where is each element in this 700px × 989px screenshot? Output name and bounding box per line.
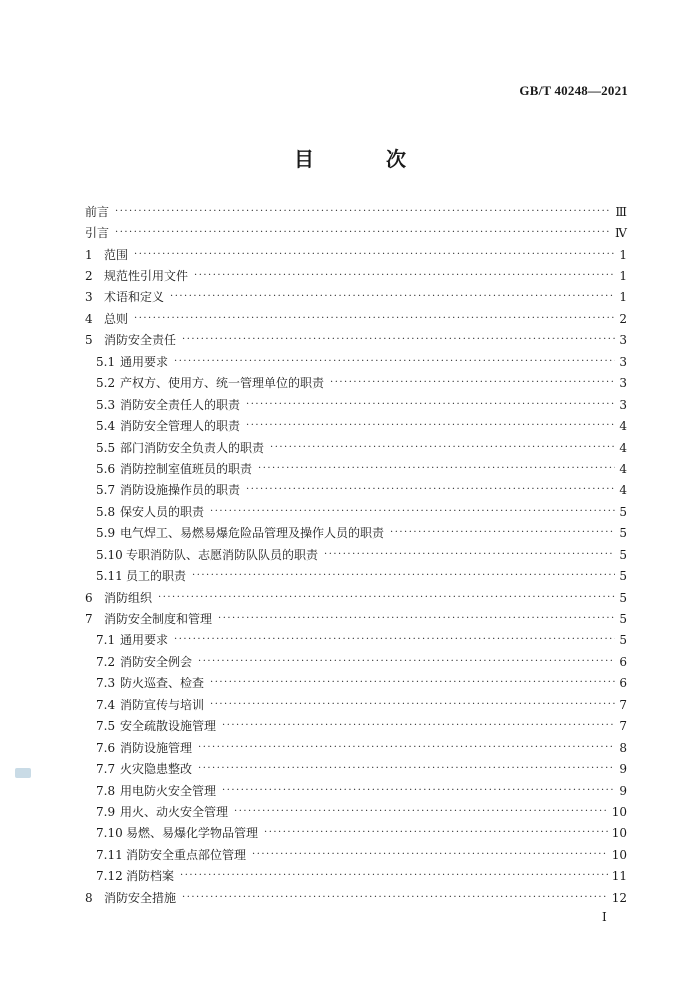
toc-entry-label: 通用要求 xyxy=(120,354,169,369)
dot-leader xyxy=(192,571,615,581)
dot-leader xyxy=(134,250,615,260)
toc-entry[interactable] xyxy=(85,887,627,908)
dot-leader xyxy=(324,550,615,560)
toc-entry-page: Ⅳ xyxy=(615,226,627,241)
toc-entry-page: 6 xyxy=(619,676,627,691)
toc-entry-number: 7.9 xyxy=(96,804,116,819)
toc-entry-number: 7.7 xyxy=(96,762,116,777)
toc-entry-label: 易燃、易爆化学物品管理 xyxy=(126,826,259,841)
toc-entry-page: 3 xyxy=(619,397,627,412)
dot-leader xyxy=(330,378,615,388)
toc-entry-page: 3 xyxy=(619,354,627,369)
toc-entry[interactable] xyxy=(85,330,627,351)
toc-entry[interactable] xyxy=(85,737,627,758)
toc-entry[interactable] xyxy=(85,673,627,694)
dot-leader xyxy=(270,443,615,453)
toc-entry-page: 11 xyxy=(611,869,627,884)
toc-entry[interactable] xyxy=(85,373,627,394)
toc-entry-label: 安全疏散设施管理 xyxy=(120,719,217,734)
toc-entry-label: 消防安全例会 xyxy=(120,654,193,669)
toc-entry-label: 消防安全制度和管理 xyxy=(104,612,213,627)
toc-entry-label: 术语和定义 xyxy=(104,290,165,305)
toc-entry[interactable] xyxy=(85,780,627,801)
dot-leader xyxy=(194,271,615,281)
dot-leader xyxy=(182,335,615,345)
toc-entry-page: 6 xyxy=(619,654,627,669)
dot-leader xyxy=(170,292,615,302)
toc-entry-number: 7.11 xyxy=(96,847,123,862)
dot-leader xyxy=(174,635,615,645)
toc-entry-label: 消防设施管理 xyxy=(120,740,193,755)
toc-entry-page: 1 xyxy=(619,269,627,284)
toc-entry-number: 5.6 xyxy=(96,461,116,476)
toc-entry-page: 5 xyxy=(619,504,627,519)
standard-code: GB/T 40248—2021 xyxy=(519,83,628,98)
toc-entry-page: 5 xyxy=(619,633,627,648)
toc-entry-label: 防火巡查、检查 xyxy=(120,676,205,691)
toc-entry-page: 7 xyxy=(619,719,627,734)
toc-entry[interactable] xyxy=(85,415,627,436)
toc-entry-page: 3 xyxy=(619,333,627,348)
toc-entry-number: 7.2 xyxy=(96,654,116,669)
toc-entry[interactable] xyxy=(85,437,627,458)
dot-leader xyxy=(134,314,615,324)
toc-entry-number: 7.6 xyxy=(96,740,116,755)
toc-entry-number: 7.1 xyxy=(96,633,116,648)
toc-entry-page: 8 xyxy=(619,740,627,755)
toc-entry-page: 5 xyxy=(619,569,627,584)
toc-entry-label: 专职消防队、志愿消防队队员的职责 xyxy=(126,547,319,562)
toc-entry-page: 10 xyxy=(611,804,627,819)
toc-entry[interactable] xyxy=(85,801,627,822)
toc-entry[interactable] xyxy=(85,244,627,265)
dot-leader xyxy=(218,614,615,624)
toc-entry-page: 12 xyxy=(611,890,627,905)
toc-entry-number: 7.3 xyxy=(96,676,116,691)
toc-entry-page: 3 xyxy=(619,376,627,391)
toc-entry-label: 员工的职责 xyxy=(126,569,187,584)
dot-leader xyxy=(182,893,608,903)
toc-entry-number: 7 xyxy=(85,612,93,627)
toc-entry-number: 5.4 xyxy=(96,419,116,434)
dot-leader xyxy=(198,764,615,774)
dot-leader xyxy=(174,357,615,367)
toc-entry-number: 5 xyxy=(85,333,93,348)
dot-leader xyxy=(180,871,608,881)
toc-entry-page: 5 xyxy=(619,547,627,562)
toc-entry[interactable] xyxy=(85,544,627,565)
toc-entry-number: 5.9 xyxy=(96,526,116,541)
toc-entry-label: 总则 xyxy=(104,311,129,326)
toc-entry-number: 1 xyxy=(85,247,93,262)
page-number: I xyxy=(602,910,607,924)
toc-entry[interactable] xyxy=(85,501,627,522)
toc-entry[interactable] xyxy=(85,823,627,844)
toc-entry-number: 5.3 xyxy=(96,397,116,412)
toc-entry-number: 5.10 xyxy=(96,547,123,562)
toc-entry-number: 7.4 xyxy=(96,697,116,712)
toc-entry-label: 消防档案 xyxy=(126,869,175,884)
toc-entry-number: 5.1 xyxy=(96,354,116,369)
dot-leader xyxy=(252,850,608,860)
toc-entry-number: 6 xyxy=(85,590,93,605)
toc-entry[interactable] xyxy=(85,630,627,651)
dot-leader xyxy=(246,485,615,495)
toc-entry[interactable] xyxy=(85,651,627,672)
toc-entry-label: 消防安全重点部位管理 xyxy=(126,847,247,862)
toc-entry-page: 9 xyxy=(619,783,627,798)
toc-entry-page: 4 xyxy=(619,483,627,498)
toc-entry-label: 消防安全责任 xyxy=(104,333,177,348)
toc-entry-page: 1 xyxy=(619,290,627,305)
side-stamp-icon xyxy=(15,768,31,778)
toc-entry[interactable] xyxy=(85,458,627,479)
toc-entry-label: 规范性引用文件 xyxy=(104,269,189,284)
toc-entry-number: 7.5 xyxy=(96,719,116,734)
toc-entry-label: 电气焊工、易燃易爆危险品管理及操作人员的职责 xyxy=(120,526,385,541)
dot-leader xyxy=(210,678,615,688)
toc-entry-label: 消防安全责任人的职责 xyxy=(120,397,241,412)
toc-entry-label: 前言 xyxy=(85,204,110,219)
toc-entry-label: 范围 xyxy=(104,247,129,262)
toc-entry[interactable] xyxy=(85,866,627,887)
toc-entry-number: 4 xyxy=(85,311,93,326)
toc-entry-page: 4 xyxy=(619,419,627,434)
toc-entry-label: 通用要求 xyxy=(120,633,169,648)
toc-entry[interactable] xyxy=(85,201,627,222)
toc-entry-page: 4 xyxy=(619,461,627,476)
dot-leader xyxy=(264,828,608,838)
dot-leader xyxy=(222,721,615,731)
toc-entry-label: 消防安全措施 xyxy=(104,890,177,905)
toc-entry-label: 保安人员的职责 xyxy=(120,504,205,519)
toc-entry[interactable] xyxy=(85,394,627,415)
dot-leader xyxy=(390,528,615,538)
toc-entry[interactable] xyxy=(85,308,627,329)
toc-entry-label: 用电防火安全管理 xyxy=(120,783,217,798)
toc-entry[interactable] xyxy=(85,587,627,608)
toc-entry-label: 消防组织 xyxy=(104,590,153,605)
toc-entry-label: 产权方、使用方、统一管理单位的职责 xyxy=(120,376,325,391)
dot-leader xyxy=(198,657,615,667)
toc-entry-number: 5.7 xyxy=(96,483,116,498)
dot-leader xyxy=(222,786,615,796)
toc-entry[interactable] xyxy=(85,480,627,501)
toc-entry[interactable] xyxy=(85,608,627,629)
dot-leader xyxy=(246,421,615,431)
toc-entry-number: 2 xyxy=(85,269,93,284)
dot-leader xyxy=(234,807,608,817)
toc-entry-page: 4 xyxy=(619,440,627,455)
dot-leader xyxy=(115,207,611,217)
toc-entry-number: 8 xyxy=(85,890,93,905)
toc-entry[interactable] xyxy=(85,844,627,865)
toc-entry-number: 7.8 xyxy=(96,783,116,798)
toc-entry[interactable] xyxy=(85,287,627,308)
toc-entry-page: 10 xyxy=(611,826,627,841)
toc-entry-number: 5.5 xyxy=(96,440,116,455)
toc-entry-page: 10 xyxy=(611,847,627,862)
toc-entry[interactable] xyxy=(85,265,627,286)
dot-leader xyxy=(198,743,615,753)
toc-entry-label: 部门消防安全负责人的职责 xyxy=(120,440,265,455)
toc-entry-page: Ⅲ xyxy=(615,204,627,219)
toc-entry-number: 7.10 xyxy=(96,826,123,841)
toc-entry-label: 消防安全管理人的职责 xyxy=(120,419,241,434)
toc-entry-number: 3 xyxy=(85,290,93,305)
dot-leader xyxy=(115,228,611,238)
dot-leader xyxy=(258,464,615,474)
toc-entry-label: 引言 xyxy=(85,226,110,241)
toc-entry[interactable] xyxy=(85,716,627,737)
toc-entry-number: 5.11 xyxy=(96,569,123,584)
toc-entry-label: 火灾隐患整改 xyxy=(120,762,193,777)
dot-leader xyxy=(210,507,615,517)
toc-entry-page: 5 xyxy=(619,612,627,627)
toc-entry[interactable] xyxy=(85,222,627,243)
toc-entry[interactable] xyxy=(85,523,627,544)
toc-entry-page: 1 xyxy=(619,247,627,262)
toc-entry-page: 5 xyxy=(619,590,627,605)
page-title: 目 次 xyxy=(294,147,432,171)
toc-entry[interactable] xyxy=(85,694,627,715)
toc-entry[interactable] xyxy=(85,351,627,372)
toc-entry-number: 5.2 xyxy=(96,376,116,391)
toc-entry-label: 消防设施操作员的职责 xyxy=(120,483,241,498)
toc-entry[interactable] xyxy=(85,758,627,779)
toc-entry-number: 7.12 xyxy=(96,869,123,884)
dot-leader xyxy=(158,593,615,603)
toc-entry-page: 7 xyxy=(619,697,627,712)
toc-entry-page: 5 xyxy=(619,526,627,541)
dot-leader xyxy=(246,400,615,410)
toc-entry-label: 消防控制室值班员的职责 xyxy=(120,461,253,476)
toc-entry-label: 用火、动火安全管理 xyxy=(120,804,229,819)
toc-entry-label: 消防宣传与培训 xyxy=(120,697,205,712)
dot-leader xyxy=(210,700,615,710)
toc-entry-number: 5.8 xyxy=(96,504,116,519)
table-of-contents xyxy=(85,201,627,908)
toc-entry[interactable] xyxy=(85,565,627,586)
toc-entry-page: 2 xyxy=(619,311,627,326)
toc-entry-page: 9 xyxy=(619,762,627,777)
